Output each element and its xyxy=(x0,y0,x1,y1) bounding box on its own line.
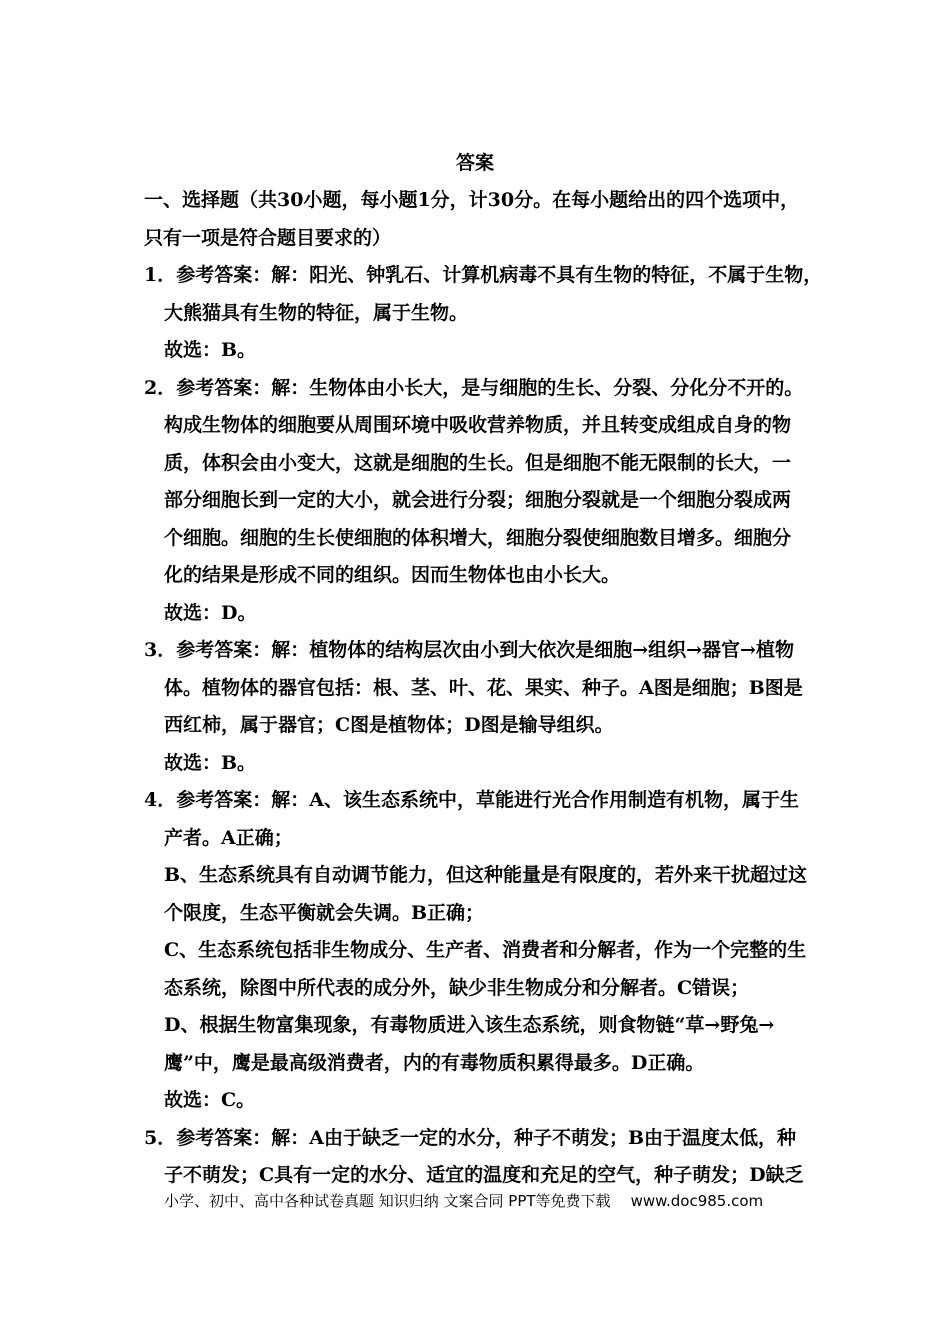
text-line: B、生态系统具有自动调节能力，但这种能量是有限度的，若外来干扰超过这 xyxy=(164,864,808,886)
page-footer xyxy=(164,1190,804,1212)
text-line: 故选：B。 xyxy=(164,751,257,774)
text-line: C、生态系统包括非生物成分、生产者、消费者和分解者，作为一个完整的生 xyxy=(164,939,807,961)
text-line: 部分细胞长到一定的大小，就会进行分裂；细胞分裂就是一个细胞分裂成两 xyxy=(164,489,792,511)
text-line: 个限度，生态平衡就会失调。B正确； xyxy=(164,901,485,924)
text-line: 2．参考答案：解：生物体由小长大，是与细胞的生长、分裂、分化分不开的。 xyxy=(144,376,804,399)
text-line: D、根据生物富集现象，有毒物质进入该生态系统，则食物链“草→野兔→ xyxy=(164,1014,775,1036)
footer-text: 小学、初中、高中各种试卷真题 知识归纳 文案合同 PPT等免费下载 xyxy=(164,1192,611,1210)
text-line: 一、选择题（共30小题，每小题1分，计30分。在每小题给出的四个选项中， xyxy=(144,189,800,211)
footer-url: www.doc985.com xyxy=(630,1192,764,1210)
text-line: 大熊猫具有生物的特征，属于生物。 xyxy=(164,301,469,324)
text-line: 5．参考答案：解：A由于缺乏一定的水分，种子不萌发；B由于温度太低，种 xyxy=(144,1126,797,1149)
text-line: 鹰”中，鹰是最高级消费者，内的有毒物质积累得最多。D正确。 xyxy=(164,1051,705,1074)
text-line: 4．参考答案：解：A、该生态系统中，草能进行光合作用制造有机物，属于生 xyxy=(144,789,799,811)
text-line: 故选：C。 xyxy=(164,1089,256,1111)
text-line: 故选：D。 xyxy=(164,601,257,624)
text-line: 产者。A正确； xyxy=(164,826,293,849)
text-line: 体。植物体的器官包括：根、茎、叶、花、果实、种子。A图是细胞；B图是 xyxy=(164,676,803,699)
text-line: 质，体积会由小变大，这就是细胞的生长。但是细胞不能无限制的长大，一 xyxy=(164,451,792,474)
text-line: 西红柿，属于器官；C图是植物体；D图是输导组织。 xyxy=(164,714,614,736)
text-line: 构成生物体的细胞要从周围环境中吸收营养物质，并且转变成组成自身的物 xyxy=(164,414,792,436)
text-line: 子不萌发；C具有一定的水分、适宜的温度和充足的空气，种子萌发；D缺乏 xyxy=(164,1164,804,1186)
answer-content xyxy=(144,182,823,1195)
text-line: 个细胞。细胞的生长使细胞的体积增大，细胞分裂使细胞数目增多。细胞分 xyxy=(164,526,792,549)
text-line: 故选：B。 xyxy=(164,339,257,361)
text-line: 化的结果是形成不同的组织。因而生物体也由小长大。 xyxy=(164,564,621,586)
text-line: 3．参考答案：解：植物体的结构层次由小到大依次是细胞→组织→器官→植物 xyxy=(144,639,794,661)
text-line: 只有一项是符合题目要求的） xyxy=(144,226,392,249)
text-line: 1．参考答案：解：阳光、钟乳石、计算机病毒不具有生物的特征，不属于生物， xyxy=(144,264,823,286)
text-line: 态系统，除图中所代表的成分外，缺少非生物成分和分解者。C错误； xyxy=(164,976,750,999)
page-title: 答案 xyxy=(455,152,494,174)
